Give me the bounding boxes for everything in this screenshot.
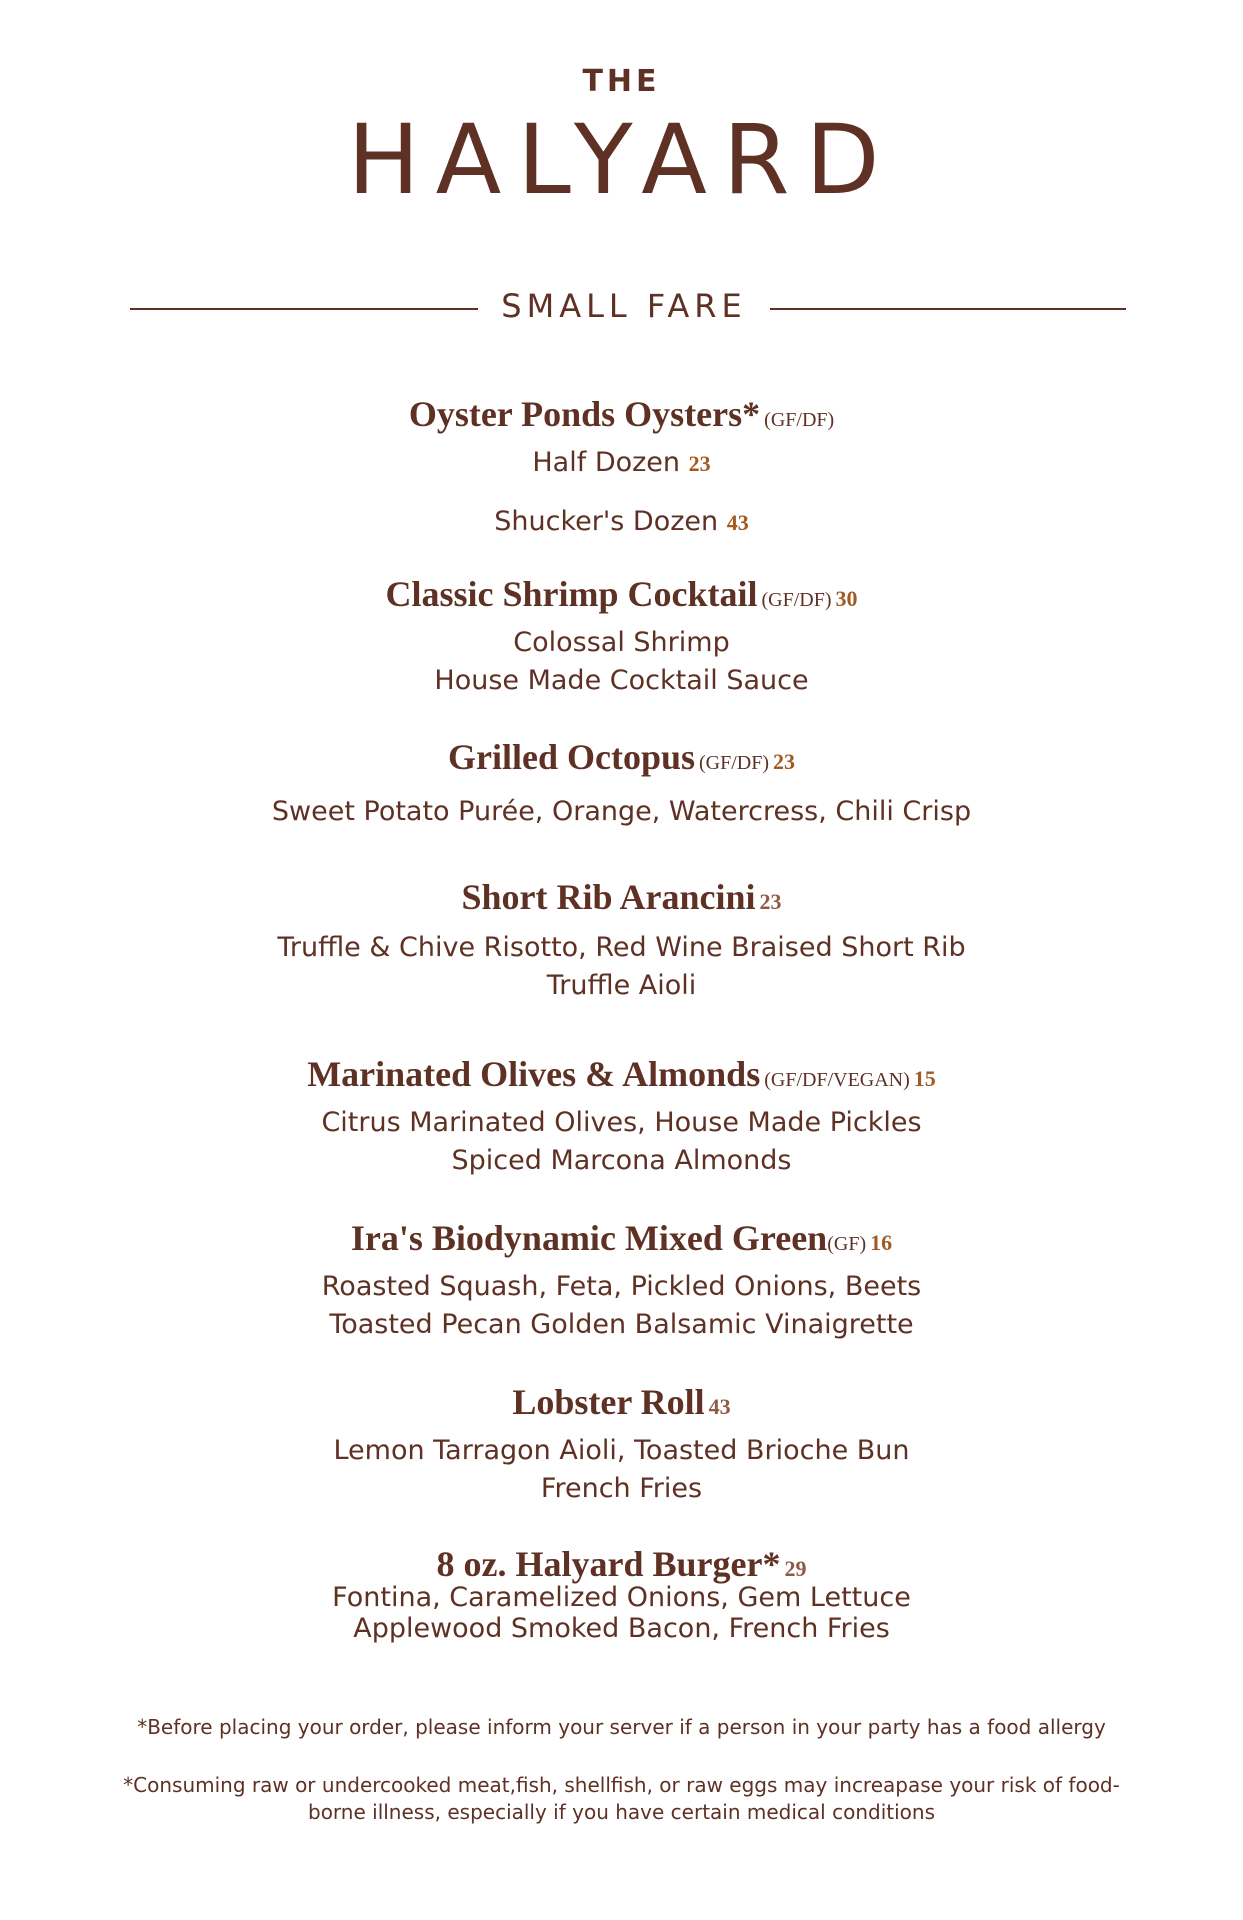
item-header: [0, 875, 1243, 927]
item-price: 16: [870, 1230, 893, 1255]
item-description: Sweet Potato Purée, Orange, Watercress, Chili Crisp: [271, 796, 972, 827]
item-name: Short Rib Arancini: [461, 877, 756, 917]
item-name: Marinated Olives & Almonds: [307, 1054, 761, 1094]
raw-food-warning-line-2: borne illness, especially if you have certain medical conditions: [308, 1800, 935, 1824]
allergy-notice: *Before placing your order, please inform your server if a person in your party has a food allergy: [137, 1715, 1106, 1739]
option-label: Half Dozen: [532, 447, 681, 478]
brand-prefix: THE: [582, 64, 661, 99]
dietary-tag: (GF/DF/VEGAN): [764, 1069, 910, 1091]
menu-item-oyster-ponds-oysters: [0, 392, 1243, 542]
item-name: Oyster Ponds Oysters*: [408, 394, 761, 434]
menu-item-halyard-burger: [0, 1542, 1243, 1644]
item-price: 23: [688, 451, 711, 476]
item-price: 30: [835, 586, 858, 611]
section-rule-left: [130, 308, 478, 310]
menu-item-short-rib-arancini: [0, 875, 1243, 1005]
item-price: 23: [759, 889, 782, 914]
item-name: Classic Shrimp Cocktail: [385, 574, 758, 614]
item-description: Truffle Aioli: [546, 970, 697, 1001]
section-rule-right: [770, 308, 1126, 310]
item-name: Lobster Roll: [512, 1382, 705, 1422]
menu-item-classic-shrimp-cocktail: [0, 572, 1243, 700]
item-description: Lemon Tarragon Aioli, Toasted Brioche Bun: [333, 1435, 910, 1466]
item-option: [0, 444, 1243, 483]
item-option: [0, 503, 1243, 542]
dietary-tag: (GF/DF): [761, 589, 832, 611]
raw-food-warning-line-1: *Consuming raw or undercooked meat,fish, shellfish, or raw eggs may increapase your risk of food-: [123, 1773, 1120, 1797]
item-price: 43: [726, 510, 749, 535]
item-header: [0, 1216, 1243, 1268]
item-description: Citrus Marinated Olives, House Made Pickles: [321, 1107, 922, 1138]
item-header: [0, 1052, 1243, 1104]
item-header: [0, 735, 1243, 787]
item-price: 43: [708, 1394, 731, 1419]
item-description: Colossal Shrimp: [513, 627, 730, 658]
brand-name: HALYARD: [347, 104, 896, 216]
item-name: 8 oz. Halyard Burger*: [436, 1544, 781, 1584]
item-description: French Fries: [540, 1473, 703, 1504]
menu-item-marinated-olives-almonds: [0, 1052, 1243, 1180]
item-header: [0, 572, 1243, 624]
dietary-tag: (GF): [827, 1233, 867, 1255]
item-description: Roasted Squash, Feta, Pickled Onions, Beets: [321, 1271, 922, 1302]
menu-item-biodynamic-mixed-green: [0, 1216, 1243, 1344]
item-price: 29: [784, 1556, 807, 1581]
item-name: Ira's Biodynamic Mixed Green: [350, 1218, 828, 1258]
item-description: Truffle & Chive Risotto, Red Wine Braised Short Rib: [277, 932, 966, 963]
option-label: Shucker's Dozen: [494, 506, 719, 537]
item-description: Fontina, Caramelized Onions, Gem Lettuce: [332, 1582, 911, 1613]
item-description: Spiced Marcona Almonds: [451, 1145, 792, 1176]
dietary-tag: (GF/DF): [699, 752, 770, 774]
section-title: SMALL FARE: [501, 287, 747, 325]
dietary-tag: (GF/DF): [764, 409, 835, 431]
item-header: [0, 1380, 1243, 1432]
item-description: Toasted Pecan Golden Balsamic Vinaigrette: [329, 1309, 914, 1340]
item-price: 15: [913, 1066, 936, 1091]
item-header: [0, 392, 1243, 444]
item-description: Applewood Smoked Bacon, French Fries: [353, 1613, 890, 1644]
item-description: House Made Cocktail Sauce: [434, 665, 809, 696]
menu-item-lobster-roll: [0, 1380, 1243, 1508]
item-name: Grilled Octopus: [447, 737, 695, 777]
menu-item-grilled-octopus: [0, 735, 1243, 831]
item-price: 23: [773, 749, 796, 774]
